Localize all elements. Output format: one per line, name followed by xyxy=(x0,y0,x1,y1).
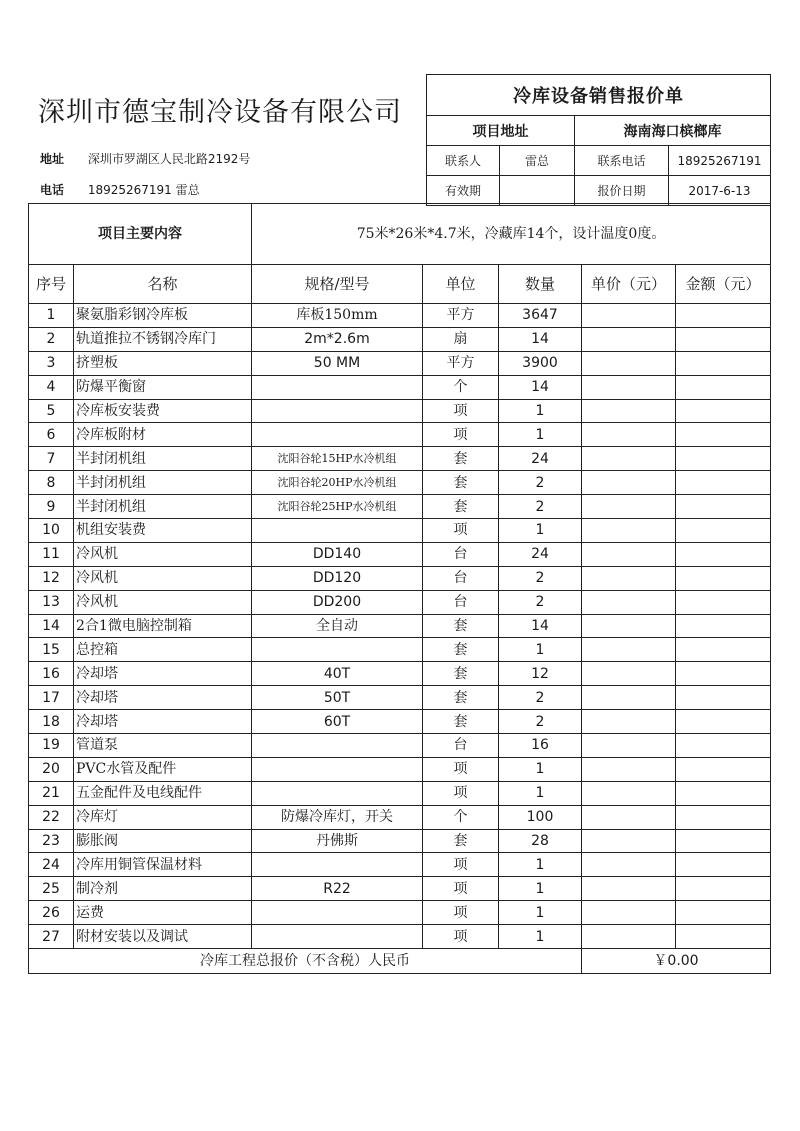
table-row xyxy=(29,853,771,877)
item-unit: 扇 xyxy=(423,327,499,351)
item-amount xyxy=(676,519,771,543)
item-spec xyxy=(252,757,423,781)
table-row xyxy=(29,757,771,781)
item-no: 18 xyxy=(29,710,74,734)
item-no: 2 xyxy=(29,327,74,351)
item-spec: 沈阳谷轮25HP水冷机组 xyxy=(252,495,423,519)
table-row xyxy=(29,925,771,949)
item-name: 冷风机 xyxy=(74,590,252,614)
item-qty: 1 xyxy=(499,781,582,805)
item-price xyxy=(582,638,676,662)
item-name: 冷却塔 xyxy=(74,686,252,710)
item-name: 2合1微电脑控制箱 xyxy=(74,614,252,638)
item-no: 8 xyxy=(29,471,74,495)
item-name: 附材安装以及调试 xyxy=(74,925,252,949)
item-spec xyxy=(252,519,423,543)
item-price xyxy=(582,590,676,614)
item-name: 轨道推拉不锈钢冷库门 xyxy=(74,327,252,351)
item-unit: 平方 xyxy=(423,304,499,328)
table-row xyxy=(29,662,771,686)
item-name: 冷风机 xyxy=(74,542,252,566)
item-name: 半封闭机组 xyxy=(74,471,252,495)
item-amount xyxy=(676,566,771,590)
address-row xyxy=(40,150,250,167)
item-unit: 台 xyxy=(423,566,499,590)
table-row xyxy=(29,805,771,829)
total-row xyxy=(29,949,771,974)
item-no: 20 xyxy=(29,757,74,781)
column-header-unit: 单位 xyxy=(423,265,499,304)
item-spec: 沈阳谷轮15HP水冷机组 xyxy=(252,447,423,471)
column-header-no: 序号 xyxy=(29,265,74,304)
item-unit: 项 xyxy=(423,519,499,543)
item-qty: 1 xyxy=(499,638,582,662)
table-row xyxy=(29,447,771,471)
project-content-label: 项目主要内容 xyxy=(29,204,252,265)
item-qty: 100 xyxy=(499,805,582,829)
item-no: 4 xyxy=(29,375,74,399)
item-no: 5 xyxy=(29,399,74,423)
item-qty: 2 xyxy=(499,590,582,614)
item-no: 13 xyxy=(29,590,74,614)
contact-value: 雷总 xyxy=(500,146,575,176)
item-qty: 2 xyxy=(499,686,582,710)
item-price xyxy=(582,853,676,877)
column-header-price: 单价（元） xyxy=(582,265,676,304)
item-spec xyxy=(252,734,423,758)
table-row xyxy=(29,710,771,734)
item-amount xyxy=(676,375,771,399)
phone-value: 18925267191 雷总 xyxy=(87,183,200,197)
item-qty: 2 xyxy=(499,471,582,495)
phone-row xyxy=(40,181,200,198)
column-header-amount: 金额（元） xyxy=(676,265,771,304)
item-spec: DD140 xyxy=(252,542,423,566)
item-price xyxy=(582,542,676,566)
item-spec xyxy=(252,638,423,662)
item-amount xyxy=(676,495,771,519)
item-unit: 项 xyxy=(423,925,499,949)
item-price xyxy=(582,734,676,758)
item-price xyxy=(582,423,676,447)
item-price xyxy=(582,901,676,925)
item-unit: 套 xyxy=(423,614,499,638)
item-price xyxy=(582,686,676,710)
table-row xyxy=(29,375,771,399)
item-qty: 24 xyxy=(499,447,582,471)
item-spec: DD200 xyxy=(252,590,423,614)
item-spec: R22 xyxy=(252,877,423,901)
item-unit: 项 xyxy=(423,853,499,877)
item-unit: 个 xyxy=(423,805,499,829)
item-spec xyxy=(252,925,423,949)
item-name: 管道泵 xyxy=(74,734,252,758)
item-no: 15 xyxy=(29,638,74,662)
table-row xyxy=(29,471,771,495)
item-no: 24 xyxy=(29,853,74,877)
table-row xyxy=(29,304,771,328)
item-amount xyxy=(676,781,771,805)
item-name: 半封闭机组 xyxy=(74,495,252,519)
item-no: 22 xyxy=(29,805,74,829)
item-amount xyxy=(676,710,771,734)
item-name: 冷风机 xyxy=(74,566,252,590)
item-unit: 套 xyxy=(423,710,499,734)
item-no: 1 xyxy=(29,304,74,328)
company-name: 深圳市德宝制冷设备有限公司 xyxy=(38,97,402,128)
contact-phone-value: 18925267191 xyxy=(669,146,771,176)
quote-items-table xyxy=(28,203,771,974)
item-price xyxy=(582,829,676,853)
item-no: 6 xyxy=(29,423,74,447)
item-price xyxy=(582,925,676,949)
item-spec xyxy=(252,901,423,925)
item-amount xyxy=(676,423,771,447)
quote-date-value: 2017-6-13 xyxy=(669,176,771,206)
table-row xyxy=(29,423,771,447)
project-content-description: 75米*26米*4.7米，冷藏库14个，设计温度0度。 xyxy=(252,204,771,265)
item-price xyxy=(582,447,676,471)
item-amount xyxy=(676,471,771,495)
item-qty: 2 xyxy=(499,566,582,590)
item-no: 16 xyxy=(29,662,74,686)
item-amount xyxy=(676,304,771,328)
item-spec: 沈阳谷轮20HP水冷机组 xyxy=(252,471,423,495)
item-qty: 1 xyxy=(499,901,582,925)
address-value: 深圳市罗湖区人民北路2192号 xyxy=(87,152,251,166)
project-address-label: 项目地址 xyxy=(427,116,575,146)
item-no: 12 xyxy=(29,566,74,590)
item-name: 冷却塔 xyxy=(74,710,252,734)
item-price xyxy=(582,877,676,901)
quote-title: 冷库设备销售报价单 xyxy=(427,75,771,116)
item-amount xyxy=(676,327,771,351)
item-name: 制冷剂 xyxy=(74,877,252,901)
item-qty: 24 xyxy=(499,542,582,566)
item-name: 冷库用铜管保温材料 xyxy=(74,853,252,877)
table-row xyxy=(29,686,771,710)
item-no: 17 xyxy=(29,686,74,710)
total-value: ￥0.00 xyxy=(582,949,771,974)
item-name: 膨胀阀 xyxy=(74,829,252,853)
item-unit: 个 xyxy=(423,375,499,399)
item-price xyxy=(582,757,676,781)
item-spec xyxy=(252,853,423,877)
phone-label: 电话 xyxy=(40,183,65,197)
item-qty: 1 xyxy=(499,925,582,949)
item-qty: 1 xyxy=(499,757,582,781)
item-name: 冷库板附材 xyxy=(74,423,252,447)
item-amount xyxy=(676,662,771,686)
table-row xyxy=(29,590,771,614)
item-amount xyxy=(676,925,771,949)
validity-label: 有效期 xyxy=(427,176,500,206)
item-no: 3 xyxy=(29,351,74,375)
item-qty: 14 xyxy=(499,614,582,638)
item-no: 26 xyxy=(29,901,74,925)
item-name: 总控箱 xyxy=(74,638,252,662)
item-unit: 套 xyxy=(423,662,499,686)
item-name: 聚氨脂彩钢冷库板 xyxy=(74,304,252,328)
table-row xyxy=(29,781,771,805)
column-header-name: 名称 xyxy=(74,265,252,304)
item-unit: 项 xyxy=(423,781,499,805)
validity-value xyxy=(500,176,575,206)
item-spec xyxy=(252,781,423,805)
item-unit: 套 xyxy=(423,686,499,710)
item-amount xyxy=(676,853,771,877)
column-header-row xyxy=(29,265,771,304)
item-unit: 套 xyxy=(423,471,499,495)
item-price xyxy=(582,662,676,686)
item-amount xyxy=(676,901,771,925)
item-name: 冷库灯 xyxy=(74,805,252,829)
item-unit: 台 xyxy=(423,542,499,566)
column-header-qty: 数量 xyxy=(499,265,582,304)
item-name: 半封闭机组 xyxy=(74,447,252,471)
item-amount xyxy=(676,590,771,614)
item-amount xyxy=(676,614,771,638)
item-qty: 1 xyxy=(499,519,582,543)
item-price xyxy=(582,375,676,399)
item-spec: 丹佛斯 xyxy=(252,829,423,853)
item-spec: 50T xyxy=(252,686,423,710)
item-unit: 套 xyxy=(423,495,499,519)
item-spec xyxy=(252,423,423,447)
item-name: 冷却塔 xyxy=(74,662,252,686)
quote-header-box xyxy=(426,74,771,206)
item-unit: 项 xyxy=(423,423,499,447)
item-qty: 28 xyxy=(499,829,582,853)
item-spec: DD120 xyxy=(252,566,423,590)
item-unit: 套 xyxy=(423,829,499,853)
item-price xyxy=(582,327,676,351)
table-row xyxy=(29,519,771,543)
total-label: 冷库工程总报价（不含税）人民币 xyxy=(29,949,582,974)
item-no: 27 xyxy=(29,925,74,949)
item-unit: 台 xyxy=(423,734,499,758)
item-spec: 40T xyxy=(252,662,423,686)
address-label: 地址 xyxy=(40,152,65,166)
table-row xyxy=(29,327,771,351)
item-price xyxy=(582,471,676,495)
item-qty: 1 xyxy=(499,853,582,877)
item-name: PVC水管及配件 xyxy=(74,757,252,781)
item-price xyxy=(582,710,676,734)
item-spec: 库板150mm xyxy=(252,304,423,328)
contact-phone-label: 联系电话 xyxy=(575,146,669,176)
item-spec: 全自动 xyxy=(252,614,423,638)
item-name: 挤塑板 xyxy=(74,351,252,375)
item-no: 23 xyxy=(29,829,74,853)
table-row xyxy=(29,901,771,925)
contact-label: 联系人 xyxy=(427,146,500,176)
item-spec xyxy=(252,375,423,399)
item-no: 10 xyxy=(29,519,74,543)
item-price xyxy=(582,519,676,543)
item-no: 14 xyxy=(29,614,74,638)
item-spec: 60T xyxy=(252,710,423,734)
item-qty: 1 xyxy=(499,423,582,447)
item-qty: 3647 xyxy=(499,304,582,328)
item-no: 25 xyxy=(29,877,74,901)
table-row xyxy=(29,829,771,853)
item-qty: 1 xyxy=(499,399,582,423)
item-qty: 14 xyxy=(499,327,582,351)
item-no: 7 xyxy=(29,447,74,471)
item-no: 21 xyxy=(29,781,74,805)
item-unit: 台 xyxy=(423,590,499,614)
item-qty: 2 xyxy=(499,495,582,519)
item-amount xyxy=(676,757,771,781)
item-qty: 14 xyxy=(499,375,582,399)
item-amount xyxy=(676,805,771,829)
item-price xyxy=(582,614,676,638)
item-qty: 12 xyxy=(499,662,582,686)
item-price xyxy=(582,399,676,423)
item-name: 五金配件及电线配件 xyxy=(74,781,252,805)
item-amount xyxy=(676,399,771,423)
item-qty: 16 xyxy=(499,734,582,758)
table-row xyxy=(29,877,771,901)
item-price xyxy=(582,304,676,328)
item-unit: 项 xyxy=(423,757,499,781)
item-spec: 2m*2.6m xyxy=(252,327,423,351)
item-no: 9 xyxy=(29,495,74,519)
item-name: 防爆平衡窗 xyxy=(74,375,252,399)
item-qty: 2 xyxy=(499,710,582,734)
item-price xyxy=(582,781,676,805)
item-spec xyxy=(252,399,423,423)
item-price xyxy=(582,566,676,590)
item-no: 11 xyxy=(29,542,74,566)
table-row xyxy=(29,734,771,758)
project-address-value: 海南海口槟榔库 xyxy=(575,116,771,146)
item-qty: 3900 xyxy=(499,351,582,375)
item-amount xyxy=(676,542,771,566)
item-unit: 平方 xyxy=(423,351,499,375)
table-row xyxy=(29,495,771,519)
item-amount xyxy=(676,686,771,710)
item-unit: 项 xyxy=(423,399,499,423)
item-qty: 1 xyxy=(499,877,582,901)
item-price xyxy=(582,495,676,519)
item-amount xyxy=(676,877,771,901)
item-name: 冷库板安装费 xyxy=(74,399,252,423)
item-name: 运费 xyxy=(74,901,252,925)
item-amount xyxy=(676,351,771,375)
item-price xyxy=(582,805,676,829)
item-amount xyxy=(676,829,771,853)
item-amount xyxy=(676,638,771,662)
item-name: 机组安装费 xyxy=(74,519,252,543)
item-spec: 50 MM xyxy=(252,351,423,375)
table-row xyxy=(29,614,771,638)
item-unit: 套 xyxy=(423,447,499,471)
table-row xyxy=(29,351,771,375)
quote-date-label: 报价日期 xyxy=(575,176,669,206)
table-row xyxy=(29,638,771,662)
item-unit: 套 xyxy=(423,638,499,662)
table-row xyxy=(29,566,771,590)
item-amount xyxy=(676,447,771,471)
item-spec: 防爆冷库灯，开关 xyxy=(252,805,423,829)
column-header-spec: 规格/型号 xyxy=(252,265,423,304)
item-unit: 项 xyxy=(423,877,499,901)
item-unit: 项 xyxy=(423,901,499,925)
item-price xyxy=(582,351,676,375)
table-row xyxy=(29,399,771,423)
item-no: 19 xyxy=(29,734,74,758)
item-amount xyxy=(676,734,771,758)
table-row xyxy=(29,542,771,566)
